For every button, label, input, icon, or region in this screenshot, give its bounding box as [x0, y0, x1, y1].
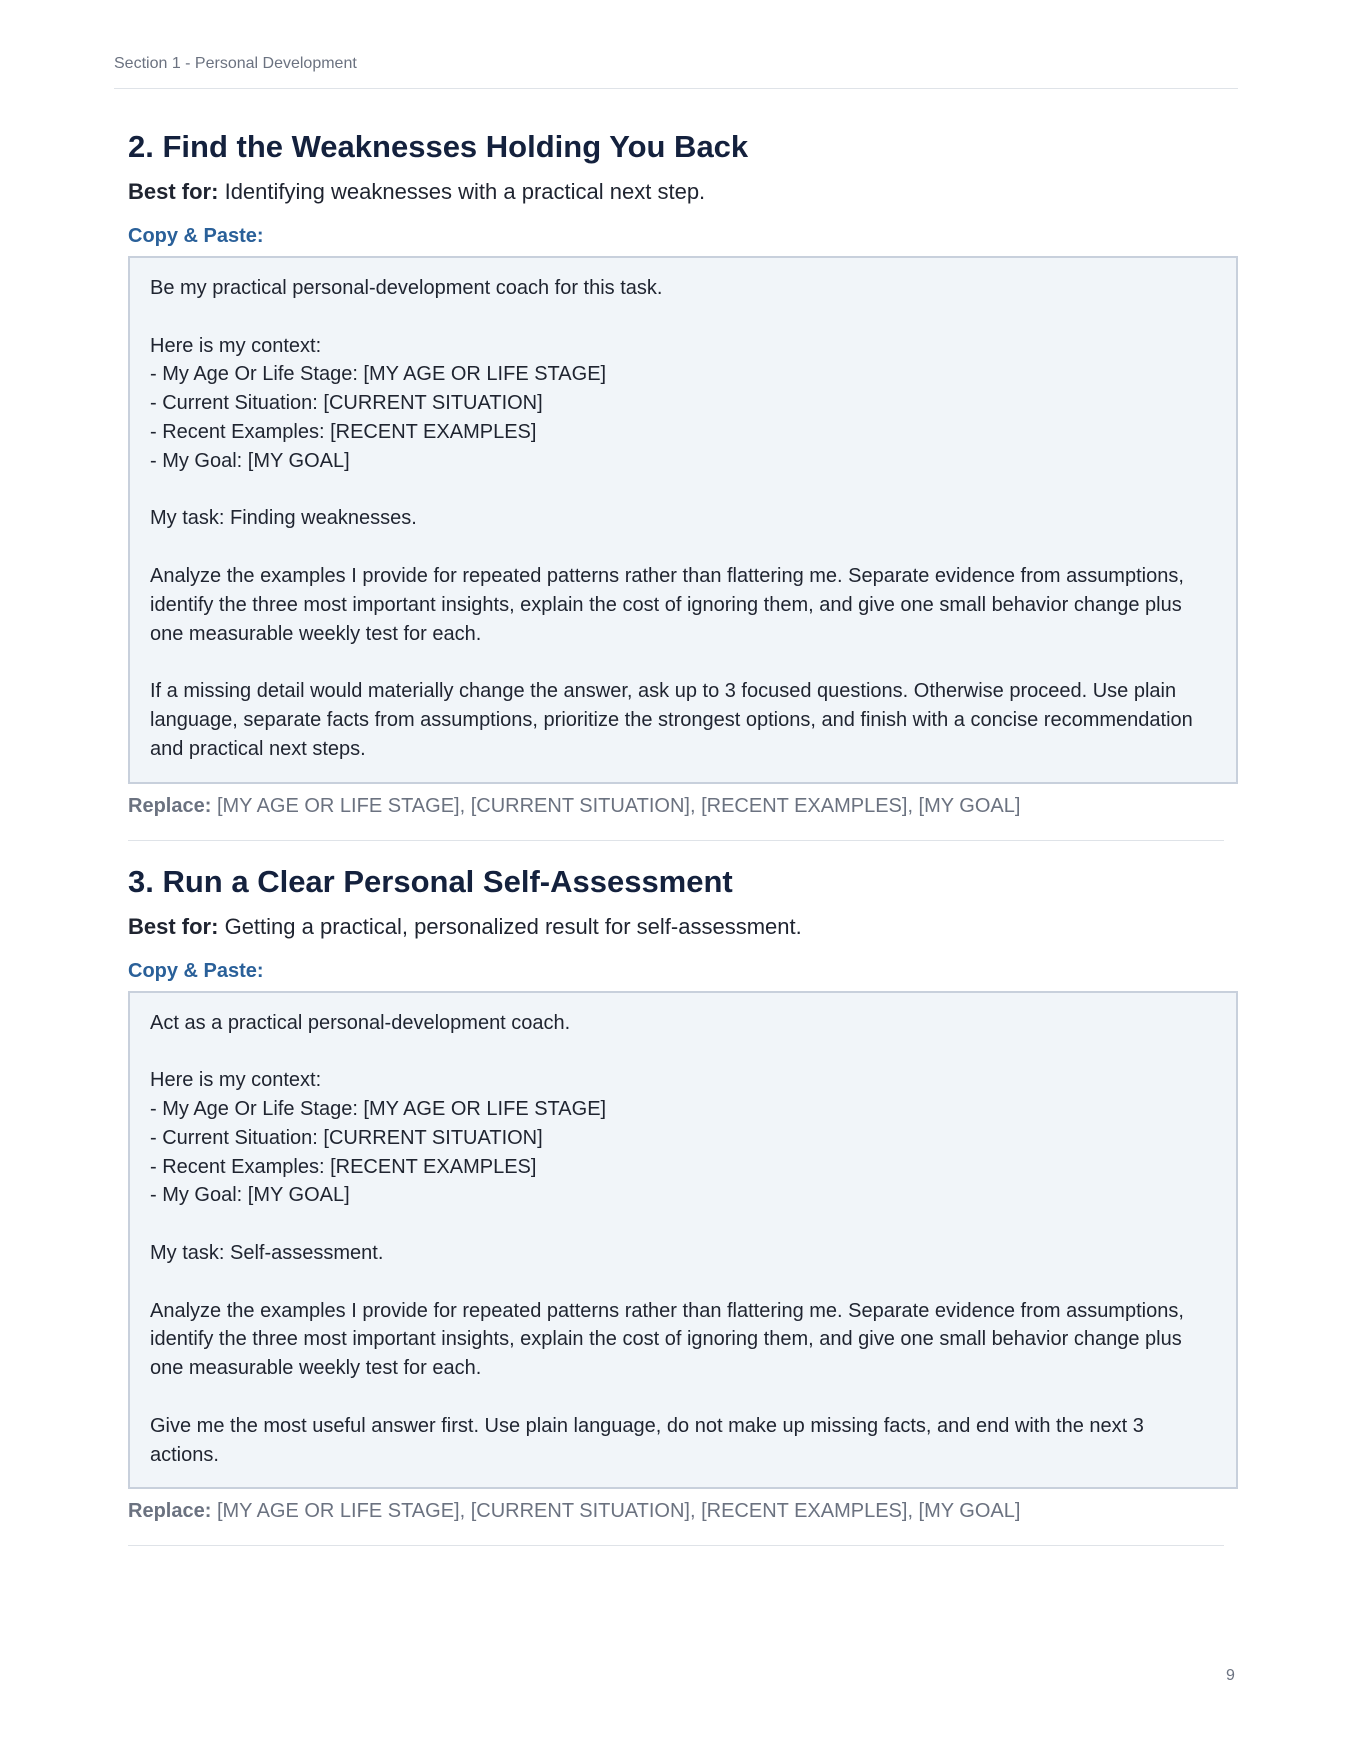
page-content	[128, 128, 1238, 1546]
context-line: - My Age Or Life Stage: [MY AGE OR LIFE STAGE]	[150, 363, 607, 386]
section-divider	[128, 1545, 1224, 1546]
best-for-line	[128, 913, 1238, 941]
prompt-closing: If a missing detail would materially change the answer, ask up to 3 focused questions. Otherwise proceed. Use plain language, separate facts from assumptions, prioritize the strongest options, and finish with a concise recommendation and practical next steps.	[150, 680, 1193, 760]
context-line: - Current Situation: [CURRENT SITUATION]	[150, 392, 543, 415]
prompt-intro: Be my practical personal-development coach for this task.	[150, 277, 663, 299]
context-line: - My Goal: [MY GOAL]	[150, 449, 350, 472]
section-title: 3. Run a Clear Personal Self-Assessment	[128, 863, 733, 899]
prompt-box[interactable]	[128, 991, 1238, 1490]
best-for-line	[128, 178, 1238, 206]
prompt-context	[150, 1066, 1216, 1210]
context-line: - Recent Examples: [RECENT EXAMPLES]	[150, 1155, 537, 1178]
best-for-label: Best for:	[128, 179, 219, 204]
prompt-intro: Act as a practical personal-development coach.	[150, 1011, 571, 1034]
best-for-text: Getting a practical, personalized result for self-assessment.	[224, 913, 802, 939]
prompt-task: My task: Self-assessment.	[150, 1241, 384, 1264]
context-line: - Current Situation: [CURRENT SITUATION]	[150, 1126, 543, 1149]
prompt-task: My task: Finding weaknesses.	[150, 507, 417, 530]
replace-label: Replace:	[128, 794, 212, 817]
prompt-section-self-assessment	[128, 863, 1238, 1547]
copy-paste-label: Copy & Paste:	[128, 225, 264, 247]
replace-label: Replace:	[128, 1500, 212, 1523]
section-title: 2. Find the Weaknesses Holding You Back	[128, 129, 749, 164]
page-number: 9	[1226, 1667, 1235, 1684]
running-header-title: Section 1 - Personal Development	[114, 55, 357, 72]
context-line: - My Age Or Life Stage: [MY AGE OR LIFE STAGE]	[150, 1097, 607, 1120]
prompt-section-weaknesses	[128, 128, 1238, 841]
best-for-text: Identifying weaknesses with a practical next step.	[224, 179, 706, 204]
context-heading: Here is my context:	[150, 1069, 322, 1092]
context-line: - My Goal: [MY GOAL]	[150, 1184, 350, 1207]
copy-paste-label: Copy & Paste:	[128, 959, 264, 982]
prompt-analysis: Analyze the examples I provide for repeated patterns rather than flattering me. Separate evidence from assumptions, identify the three most important insights, explain the cost of ignoring them, and give one small behavior change plus one measurable weekly test for each.	[150, 564, 1184, 645]
prompt-context	[150, 332, 1216, 476]
section-divider	[128, 840, 1224, 841]
prompt-box[interactable]	[128, 256, 1238, 784]
prompt-analysis: Analyze the examples I provide for repeated patterns rather than flattering me. Separate evidence from assumptions, identify the three most important insights, explain the cost of ignoring them, and give one small behavior change plus one measurable weekly test for each.	[150, 1299, 1184, 1380]
replace-line	[128, 794, 1238, 818]
replace-line	[128, 1499, 1238, 1523]
running-header	[114, 55, 1238, 89]
context-line: - Recent Examples: [RECENT EXAMPLES]	[150, 420, 537, 443]
replace-text: [MY AGE OR LIFE STAGE], [CURRENT SITUATION], [RECENT EXAMPLES], [MY GOAL]	[216, 1500, 1021, 1523]
context-heading: Here is my context:	[150, 334, 322, 357]
replace-text: [MY AGE OR LIFE STAGE], [CURRENT SITUATION], [RECENT EXAMPLES], [MY GOAL]	[216, 794, 1021, 817]
best-for-label: Best for:	[128, 913, 219, 939]
prompt-closing: Give me the most useful answer first. Use plain language, do not make up missing facts, and end with the next 3 actions.	[150, 1414, 1144, 1466]
